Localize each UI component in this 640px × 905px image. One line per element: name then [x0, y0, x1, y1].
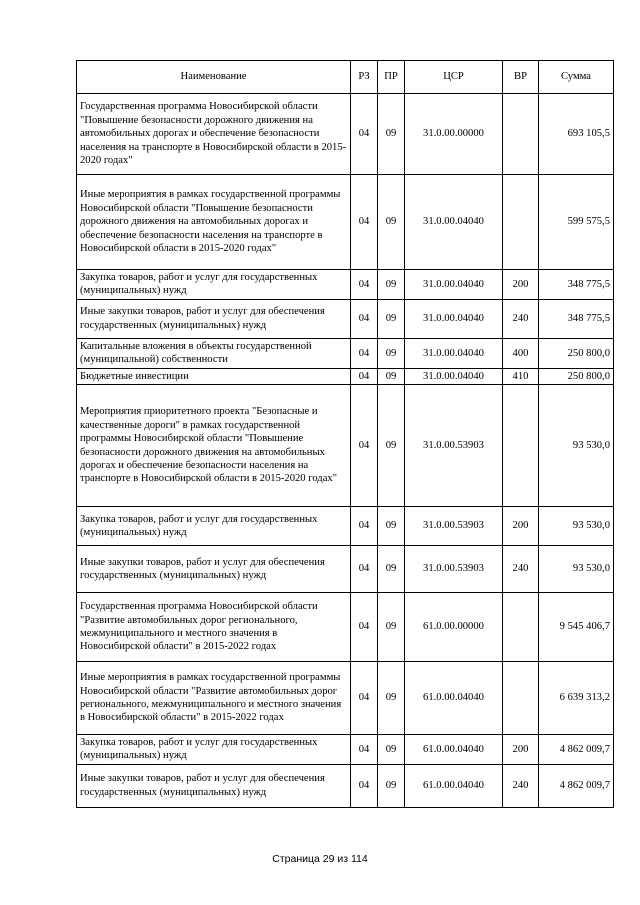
- row-sum: 4 862 009,7: [539, 764, 614, 807]
- table-row: [77, 662, 614, 735]
- budget-table: [76, 60, 614, 808]
- header-vr: ВР: [503, 61, 539, 94]
- row-csr: 31.0.00.53903: [405, 385, 503, 507]
- row-name: Закупка товаров, работ и услуг для государственных (муниципальных) нужд: [77, 735, 351, 765]
- row-name: Государственная программа Новосибирской области "Повышение безопасности дорожного движения на автомобильных дорогах и обеспечение безопасности населения на транспорте в Новосибирской области в 2015-2020 годах": [77, 94, 351, 175]
- header-name: Наименование: [77, 61, 351, 94]
- row-sum: 93 530,0: [539, 385, 614, 507]
- table-row: [77, 593, 614, 662]
- row-vr: [503, 175, 539, 270]
- row-name: Иные закупки товаров, работ и услуг для обеспечения государственных (муниципальных) нужд: [77, 546, 351, 593]
- row-csr: 31.0.00.04040: [405, 270, 503, 300]
- row-vr: [503, 385, 539, 507]
- row-name: Иные мероприятия в рамках государственной программы Новосибирской области "Повышение безопасности дорожного движения на автомобильных дорогах и обеспечение безопасности населения на транспорте в Новосибирской области в 2015-2020 годах": [77, 175, 351, 270]
- row-pr: 09: [378, 270, 405, 300]
- row-name: Иные закупки товаров, работ и услуг для обеспечения государственных (муниципальных) нужд: [77, 299, 351, 338]
- row-csr: 31.0.00.04040: [405, 368, 503, 384]
- row-rz: 04: [351, 662, 378, 735]
- row-sum: 6 639 313,2: [539, 662, 614, 735]
- row-name: Закупка товаров, работ и услуг для государственных (муниципальных) нужд: [77, 507, 351, 546]
- row-csr: 61.0.00.04040: [405, 764, 503, 807]
- row-csr: 31.0.00.04040: [405, 299, 503, 338]
- row-name: Государственная программа Новосибирской области "Развитие автомобильных дорог регионального, межмуниципального и местного значения в Новосибирской области" в 2015-2022 годах: [77, 593, 351, 662]
- row-pr: 09: [378, 662, 405, 735]
- row-vr: [503, 593, 539, 662]
- row-sum: 348 775,5: [539, 299, 614, 338]
- table-row: [77, 368, 614, 384]
- row-vr: 240: [503, 764, 539, 807]
- row-name: Иные закупки товаров, работ и услуг для обеспечения государственных (муниципальных) нужд: [77, 764, 351, 807]
- row-csr: 61.0.00.04040: [405, 662, 503, 735]
- table-row: [77, 270, 614, 300]
- row-pr: 09: [378, 546, 405, 593]
- table-row: [77, 735, 614, 765]
- row-vr: 200: [503, 507, 539, 546]
- row-csr: 61.0.00.04040: [405, 735, 503, 765]
- row-name: Капитальные вложения в объекты государственной (муниципальной) собственности: [77, 338, 351, 368]
- row-csr: 31.0.00.04040: [405, 338, 503, 368]
- row-vr: [503, 662, 539, 735]
- row-sum: 93 530,0: [539, 546, 614, 593]
- row-vr: 410: [503, 368, 539, 384]
- row-rz: 04: [351, 338, 378, 368]
- row-sum: 348 775,5: [539, 270, 614, 300]
- row-vr: [503, 94, 539, 175]
- row-pr: 09: [378, 368, 405, 384]
- header-csr: ЦСР: [405, 61, 503, 94]
- row-pr: 09: [378, 385, 405, 507]
- row-pr: 09: [378, 94, 405, 175]
- row-rz: 04: [351, 368, 378, 384]
- table-row: [77, 299, 614, 338]
- row-rz: 04: [351, 270, 378, 300]
- table-row: [77, 546, 614, 593]
- row-pr: 09: [378, 764, 405, 807]
- row-sum: 693 105,5: [539, 94, 614, 175]
- header-rz: РЗ: [351, 61, 378, 94]
- row-vr: 240: [503, 299, 539, 338]
- row-rz: 04: [351, 735, 378, 765]
- row-sum: 93 530,0: [539, 507, 614, 546]
- row-sum: 4 862 009,7: [539, 735, 614, 765]
- row-rz: 04: [351, 593, 378, 662]
- row-name: Иные мероприятия в рамках государственной программы Новосибирской области "Развитие автомобильных дорог регионального, межмуниципального и местного значения в Новосибирской области" в 2015-2022 годах: [77, 662, 351, 735]
- table-row: [77, 94, 614, 175]
- header-pr: ПР: [378, 61, 405, 94]
- table-row: [77, 507, 614, 546]
- row-rz: 04: [351, 385, 378, 507]
- row-pr: 09: [378, 507, 405, 546]
- row-rz: 04: [351, 94, 378, 175]
- row-sum: 250 800,0: [539, 338, 614, 368]
- row-rz: 04: [351, 764, 378, 807]
- row-vr: 200: [503, 735, 539, 765]
- row-pr: 09: [378, 299, 405, 338]
- row-pr: 09: [378, 735, 405, 765]
- row-name: Бюджетные инвестиции: [77, 368, 351, 384]
- row-csr: 61.0.00.00000: [405, 593, 503, 662]
- row-name: Мероприятия приоритетного проекта "Безопасные и качественные дороги" в рамках государственной программы Новосибирской области "Повышение безопасности дорожного движения на автомобильных дорогах и обеспечение безопасности населения на транспорте в Новосибирской области в 2015-2020 годах": [77, 385, 351, 507]
- row-rz: 04: [351, 546, 378, 593]
- table-row: [77, 338, 614, 368]
- row-sum: 599 575,5: [539, 175, 614, 270]
- row-vr: 200: [503, 270, 539, 300]
- row-csr: 31.0.00.53903: [405, 507, 503, 546]
- table-row: [77, 764, 614, 807]
- row-csr: 31.0.00.53903: [405, 546, 503, 593]
- row-csr: 31.0.00.00000: [405, 94, 503, 175]
- row-csr: 31.0.00.04040: [405, 175, 503, 270]
- header-sum: Сумма: [539, 61, 614, 94]
- row-rz: 04: [351, 299, 378, 338]
- row-rz: 04: [351, 507, 378, 546]
- row-pr: 09: [378, 175, 405, 270]
- page-number: Страница 29 из 114: [272, 853, 368, 865]
- row-vr: 240: [503, 546, 539, 593]
- row-rz: 04: [351, 175, 378, 270]
- table-header-row: [77, 61, 614, 94]
- table-row: [77, 175, 614, 270]
- table-row: [77, 385, 614, 507]
- row-sum: 9 545 406,7: [539, 593, 614, 662]
- row-pr: 09: [378, 338, 405, 368]
- row-pr: 09: [378, 593, 405, 662]
- row-name: Закупка товаров, работ и услуг для государственных (муниципальных) нужд: [77, 270, 351, 300]
- row-sum: 250 800,0: [539, 368, 614, 384]
- row-vr: 400: [503, 338, 539, 368]
